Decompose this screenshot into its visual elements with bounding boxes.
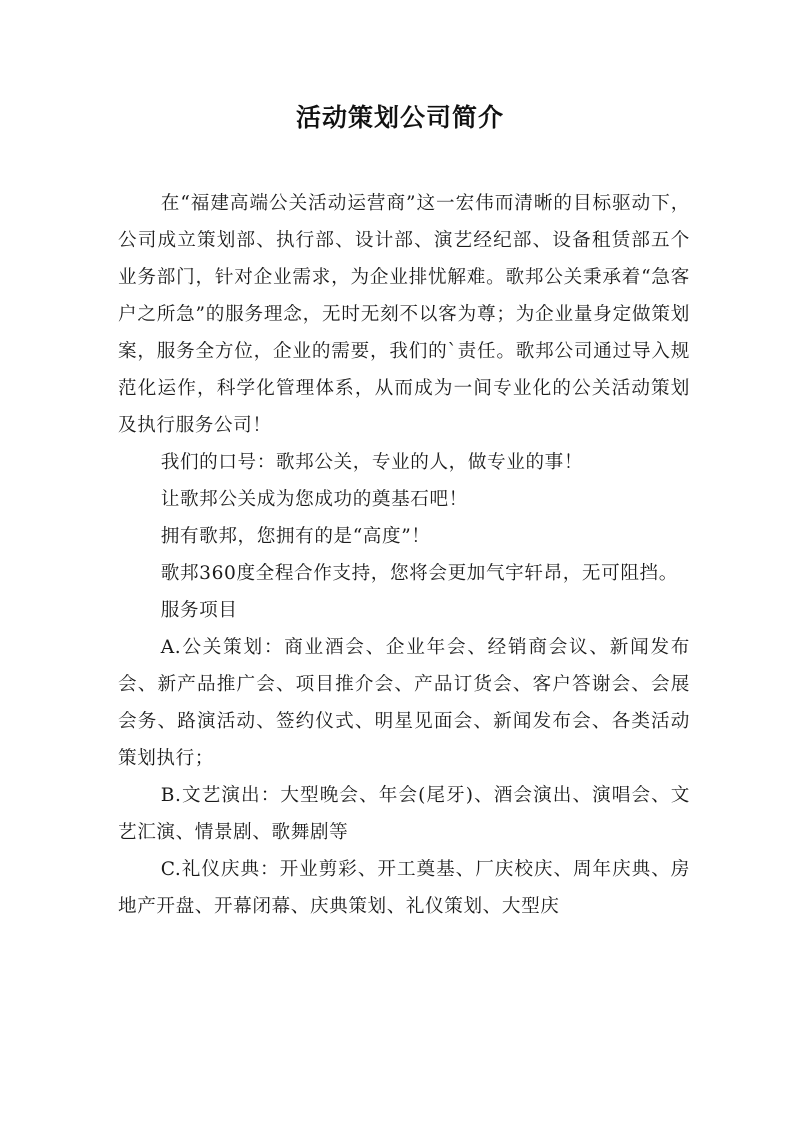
service-item-performances: B.文艺演出：大型晚会、年会(尾牙)、酒会演出、演唱会、文艺汇演、情景剧、歌舞剧等 bbox=[118, 785, 690, 843]
paragraph-cornerstone: 让歌邦公关成为您成功的奠基石吧！ bbox=[160, 489, 468, 510]
document-title: 活动策划公司简介 bbox=[295, 103, 504, 132]
document-body bbox=[118, 185, 690, 925]
section-heading-services: 服务项目 bbox=[160, 600, 238, 621]
paragraph-slogan: 我们的口号：歌邦公关，专业的人，做专业的事！ bbox=[160, 452, 584, 473]
paragraph-support: 歌邦360度全程合作支持，您将会更加气宇轩昂，无可阻挡。 bbox=[160, 563, 678, 584]
service-item-pr-planning: A.公关策划：商业酒会、企业年会、经销商会议、新闻发布会、新产品推广会、项目推介会、产品订货会、客户答谢会、会展会务、路演活动、签约仪式、明星见面会、新闻发布会、各类活动策划执行； bbox=[118, 637, 690, 769]
service-item-ceremonies: C.礼仪庆典：开业剪彩、开工奠基、厂庆校庆、周年庆典、房地产开盘、开幕闭幕、庆典策划、礼仪策划、大型庆 bbox=[118, 859, 690, 917]
paragraph-intro: 在“福建高端公关活动运营商”这一宏伟而清晰的目标驱动下，公司成立策划部、执行部、设计部、演艺经纪部、设备租赁部五个业务部门，针对企业需求，为企业排忧解难。歌邦公关秉承着“急客户之所急”的服务理念，无时无刻不以客为尊；为企业量身定做策划案，服务全方位，企业的需要，我们的`责任。歌邦公司通过导入规范化运作，科学化管理体系，从而成为一间专业化的公关活动策划及执行服务公司！ bbox=[118, 193, 690, 436]
paragraph-height: 拥有歌邦，您拥有的是“高度”！ bbox=[160, 526, 431, 547]
